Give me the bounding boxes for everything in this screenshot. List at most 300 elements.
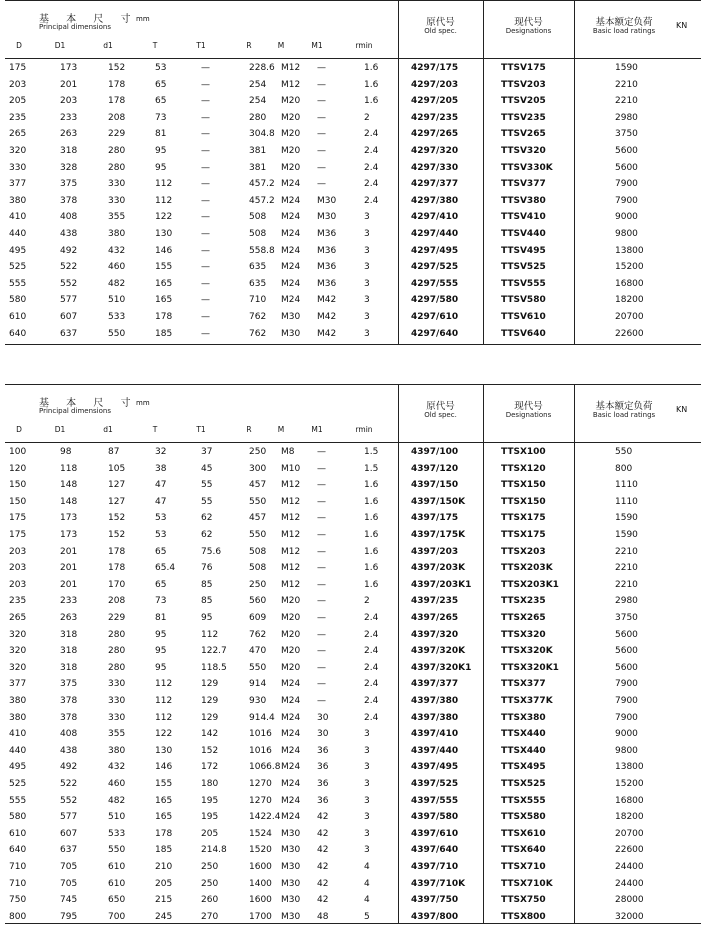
- header-unit: mm: [136, 399, 150, 407]
- cell-t1: 180: [201, 779, 219, 789]
- cell-d: 525: [9, 779, 27, 789]
- cell-m: M20: [281, 596, 301, 607]
- table-row: [5, 776, 701, 793]
- cell-m: M12: [281, 579, 301, 590]
- cell-t1: 62: [201, 530, 213, 540]
- cell-d1: 533: [108, 828, 126, 839]
- cell-t: 185: [155, 845, 173, 856]
- table-row: [5, 826, 701, 843]
- cell-rmin: 1.6: [364, 513, 379, 524]
- cell-m: M30: [281, 312, 301, 322]
- cell-r: 930: [249, 696, 267, 706]
- cell-d1: 533: [108, 312, 126, 322]
- cell-d1-outer: 438: [60, 745, 78, 756]
- cell-t1: 122.7: [201, 646, 227, 657]
- cell-rmin: 3: [364, 779, 370, 789]
- table-row: [5, 176, 701, 193]
- cell-t: 245: [155, 911, 173, 922]
- cell-t1: 85: [201, 579, 213, 590]
- cell-m1: —: [317, 480, 326, 491]
- cell-t1: —: [201, 146, 210, 156]
- cell-load-rating: 13800: [615, 762, 644, 773]
- cell-d1: 178: [108, 563, 126, 574]
- cell-t: 73: [155, 596, 167, 607]
- cell-designation: TTSX377K: [501, 696, 553, 706]
- cell-d: 580: [9, 812, 27, 823]
- cell-d: 377: [9, 179, 27, 190]
- cell-t1: —: [201, 112, 210, 123]
- cell-old-spec: 4397/580: [411, 812, 459, 823]
- cell-d: 100: [9, 447, 27, 457]
- cell-old-spec: 4297/610: [411, 312, 459, 322]
- cell-m1: —: [317, 662, 326, 673]
- cell-rmin: 3: [364, 245, 370, 256]
- table-row: [5, 510, 701, 527]
- table-row: [5, 643, 701, 660]
- cell-m1: M42: [317, 312, 337, 322]
- cell-rmin: 1.6: [364, 480, 379, 491]
- cell-rmin: 1.6: [364, 63, 379, 73]
- cell-m1: —: [317, 146, 326, 156]
- table-row: [5, 276, 701, 293]
- cell-d1-outer: 118: [60, 463, 78, 474]
- table-row: [5, 143, 701, 160]
- cell-d: 555: [9, 795, 27, 806]
- cell-rmin: 2.4: [364, 146, 379, 156]
- cell-r: 550: [249, 530, 267, 540]
- cell-d: 203: [9, 546, 27, 557]
- cell-m1: M30: [317, 195, 337, 206]
- cell-d1-outer: 173: [60, 513, 78, 524]
- cell-m1: 42: [317, 862, 329, 872]
- cell-t1: 142: [201, 729, 219, 740]
- cell-d1: 178: [108, 79, 126, 90]
- cell-rmin: 2.4: [364, 129, 379, 140]
- cell-designation: TTSX203K: [501, 563, 553, 574]
- cell-load-rating: 2210: [615, 79, 638, 90]
- table-row: [5, 859, 701, 876]
- table-row: [5, 726, 701, 743]
- cell-load-rating: 7900: [615, 179, 638, 190]
- cell-old-spec: 4297/320: [411, 146, 459, 156]
- cell-r: 1524: [249, 828, 272, 839]
- cell-r: 762: [249, 629, 267, 640]
- cell-d1: 550: [108, 845, 126, 856]
- cell-m: M30: [281, 828, 301, 839]
- cell-m: M24: [281, 295, 301, 306]
- cell-t: 95: [155, 146, 167, 156]
- cell-d1-outer: 318: [60, 662, 78, 673]
- cell-m1: —: [317, 129, 326, 140]
- cell-d1: 610: [108, 878, 126, 889]
- cell-load-rating: 3750: [615, 613, 638, 623]
- header-title-en: Principal dimensions: [39, 23, 111, 31]
- cell-t1: 270: [201, 911, 219, 922]
- cell-m: M12: [281, 530, 301, 540]
- column-header-d1: d1: [103, 41, 113, 50]
- cell-d: 320: [9, 146, 27, 156]
- cell-m1: —: [317, 63, 326, 73]
- cell-d: 203: [9, 579, 27, 590]
- cell-d: 610: [9, 828, 27, 839]
- cell-t1: 75.6: [201, 546, 222, 557]
- cell-d1: 87: [108, 447, 120, 457]
- cell-rmin: 3: [364, 812, 370, 823]
- cell-m: M30: [281, 911, 301, 922]
- cell-load-rating: 15200: [615, 779, 644, 789]
- cell-t1: —: [201, 295, 210, 306]
- cell-m: M30: [281, 878, 301, 889]
- cell-m: M12: [281, 63, 301, 73]
- cell-rmin: 3: [364, 828, 370, 839]
- cell-designation: TTSV380: [501, 195, 546, 206]
- table-row: [5, 627, 701, 644]
- cell-m1: 42: [317, 895, 329, 906]
- cell-r: 635: [249, 278, 267, 289]
- cell-m: M30: [281, 895, 301, 906]
- cell-t1: 76: [201, 563, 213, 574]
- cell-load-rating: 3750: [615, 129, 638, 140]
- cell-t1: 250: [201, 862, 219, 872]
- table-row: [5, 461, 701, 478]
- cell-load-rating: 24400: [615, 862, 644, 872]
- cell-r: 457.2: [249, 195, 275, 206]
- cell-designation: TTSX150: [501, 496, 546, 507]
- cell-d1: 550: [108, 328, 126, 339]
- cell-t1: 55: [201, 496, 213, 507]
- cell-designation: TTSX175: [501, 513, 546, 524]
- column-header-rmin: rmin: [355, 41, 373, 50]
- cell-d: 150: [9, 496, 27, 507]
- cell-d: 203: [9, 79, 27, 90]
- cell-load-rating: 7900: [615, 679, 638, 690]
- cell-load-rating: 16800: [615, 278, 644, 289]
- cell-d1-outer: 263: [60, 129, 78, 140]
- cell-t: 47: [155, 480, 167, 491]
- cell-load-rating: 7900: [615, 696, 638, 706]
- cell-m1: —: [317, 79, 326, 90]
- cell-t: 95: [155, 629, 167, 640]
- cell-designation: TTSV555: [501, 278, 546, 289]
- cell-d1-outer: 203: [60, 96, 78, 107]
- header-title-cn: 基 本 尺 寸: [39, 398, 138, 409]
- cell-designation: TTSX580: [501, 812, 546, 823]
- table-row: [5, 710, 701, 727]
- cell-d: 610: [9, 312, 27, 322]
- cell-d: 265: [9, 613, 27, 623]
- cell-t1: —: [201, 212, 210, 223]
- cell-m1: 36: [317, 779, 329, 789]
- table-row: [5, 209, 701, 226]
- cell-old-spec: 4397/380: [411, 712, 459, 723]
- cell-load-rating: 9800: [615, 229, 638, 239]
- cell-r: 609: [249, 613, 267, 623]
- cell-d1: 482: [108, 795, 126, 806]
- cell-d: 640: [9, 328, 27, 339]
- cell-d1: 178: [108, 96, 126, 107]
- table-row: [5, 892, 701, 909]
- cell-m1: —: [317, 646, 326, 657]
- cell-t: 112: [155, 179, 173, 190]
- cell-m: M12: [281, 563, 301, 574]
- cell-load-rating: 2980: [615, 112, 638, 123]
- cell-m1: 42: [317, 828, 329, 839]
- cell-d: 440: [9, 745, 27, 756]
- header-load-cn: 基本额定负荷: [595, 401, 653, 412]
- header-unit: mm: [136, 15, 150, 23]
- cell-designation: TTSX495: [501, 762, 546, 773]
- cell-designation: TTSX800: [501, 911, 546, 922]
- cell-d: 235: [9, 596, 27, 607]
- cell-d1-outer: 408: [60, 729, 78, 740]
- cell-rmin: 1.6: [364, 579, 379, 590]
- cell-designation: TTSX265: [501, 613, 546, 623]
- cell-t: 130: [155, 229, 173, 239]
- cell-r: 381: [249, 162, 267, 173]
- cell-m: M24: [281, 729, 301, 740]
- cell-m1: M36: [317, 262, 337, 273]
- column-header-t: T: [152, 425, 158, 434]
- cell-m1: 36: [317, 795, 329, 806]
- cell-d1-outer: 607: [60, 828, 78, 839]
- cell-t1: —: [201, 79, 210, 90]
- cell-d1: 152: [108, 63, 126, 73]
- cell-m: M24: [281, 812, 301, 823]
- cell-designation: TTSX175: [501, 530, 546, 540]
- cell-m1: 36: [317, 745, 329, 756]
- cell-d1: 152: [108, 530, 126, 540]
- cell-m: M20: [281, 96, 301, 107]
- cell-designation: TTSV235: [501, 112, 546, 123]
- cell-r: 1600: [249, 862, 272, 872]
- cell-t: 146: [155, 762, 173, 773]
- cell-designation: TTSV205: [501, 96, 546, 107]
- cell-t: 47: [155, 496, 167, 507]
- cell-m1: —: [317, 112, 326, 123]
- cell-t1: 195: [201, 812, 219, 823]
- cell-t: 38: [155, 463, 167, 474]
- cell-d1: 460: [108, 262, 126, 273]
- cell-d1: 208: [108, 112, 126, 123]
- cell-m1: —: [317, 513, 326, 524]
- cell-rmin: 1.6: [364, 96, 379, 107]
- cell-d1-outer: 522: [60, 262, 78, 273]
- cell-rmin: 3: [364, 845, 370, 856]
- cell-old-spec: 4297/330: [411, 162, 459, 173]
- cell-load-rating: 18200: [615, 812, 644, 823]
- cell-d1-outer: 201: [60, 579, 78, 590]
- cell-t: 81: [155, 129, 167, 140]
- cell-designation: TTSV495: [501, 245, 546, 256]
- cell-t1: 129: [201, 712, 219, 723]
- cell-old-spec: 4297/580: [411, 295, 459, 306]
- cell-m: M12: [281, 79, 301, 90]
- cell-rmin: 3: [364, 212, 370, 223]
- cell-r: 1016: [249, 745, 272, 756]
- cell-old-spec: 4397/555: [411, 795, 459, 806]
- cell-d: 175: [9, 513, 27, 524]
- cell-rmin: 1.6: [364, 496, 379, 507]
- cell-d: 203: [9, 563, 27, 574]
- cell-t1: 112: [201, 629, 219, 640]
- cell-m1: —: [317, 679, 326, 690]
- cell-t1: 250: [201, 878, 219, 889]
- cell-t1: 45: [201, 463, 213, 474]
- cell-load-rating: 28000: [615, 895, 644, 906]
- cell-designation: TTSV265: [501, 129, 546, 140]
- cell-m1: —: [317, 563, 326, 574]
- cell-m1: M36: [317, 245, 337, 256]
- cell-d1-outer: 318: [60, 646, 78, 657]
- cell-m: M24: [281, 245, 301, 256]
- cell-d1: 380: [108, 229, 126, 239]
- cell-rmin: 2.4: [364, 696, 379, 706]
- cell-m1: 42: [317, 878, 329, 889]
- cell-d1-outer: 637: [60, 328, 78, 339]
- cell-r: 457: [249, 480, 267, 491]
- cell-d1-outer: 438: [60, 229, 78, 239]
- cell-d1: 355: [108, 729, 126, 740]
- cell-r: 1422.4: [249, 812, 281, 823]
- cell-d: 750: [9, 895, 27, 906]
- cell-d1: 127: [108, 496, 126, 507]
- cell-m: M24: [281, 745, 301, 756]
- header-new-en: Designations: [505, 411, 552, 419]
- cell-t1: 152: [201, 745, 219, 756]
- cell-d: 235: [9, 112, 27, 123]
- cell-d1: 280: [108, 646, 126, 657]
- cell-r: 550: [249, 662, 267, 673]
- cell-designation: TTSX610: [501, 828, 546, 839]
- cell-t: 112: [155, 712, 173, 723]
- cell-old-spec: 4297/555: [411, 278, 459, 289]
- header-old-cn: 原代号: [426, 401, 455, 412]
- cell-t: 65: [155, 579, 167, 590]
- cell-d1-outer: 378: [60, 696, 78, 706]
- cell-m1: —: [317, 596, 326, 607]
- cell-rmin: 2.4: [364, 712, 379, 723]
- cell-designation: TTSX203K1: [501, 579, 559, 590]
- cell-m1: —: [317, 613, 326, 623]
- cell-t: 165: [155, 295, 173, 306]
- header-title-en: Principal dimensions: [39, 407, 111, 415]
- cell-r: 1066.8: [249, 762, 281, 773]
- cell-r: 1520: [249, 845, 272, 856]
- table-row: [5, 444, 701, 461]
- cell-d1: 330: [108, 679, 126, 690]
- cell-m: M12: [281, 496, 301, 507]
- cell-m1: M30: [317, 212, 337, 223]
- cell-load-rating: 1110: [615, 496, 638, 507]
- cell-m: M20: [281, 129, 301, 140]
- table-row: [5, 77, 701, 94]
- cell-t: 155: [155, 779, 173, 789]
- cell-t1: 129: [201, 696, 219, 706]
- cell-m1: —: [317, 546, 326, 557]
- cell-m: M24: [281, 712, 301, 723]
- cell-d1: 330: [108, 179, 126, 190]
- cell-m1: —: [317, 496, 326, 507]
- cell-d1-outer: 637: [60, 845, 78, 856]
- cell-m1: 30: [317, 712, 329, 723]
- cell-r: 560: [249, 596, 267, 607]
- cell-d: 377: [9, 679, 27, 690]
- cell-r: 558.8: [249, 245, 275, 256]
- cell-d: 320: [9, 629, 27, 640]
- cell-r: 254: [249, 96, 267, 107]
- cell-old-spec: 4397/710K: [411, 878, 466, 889]
- cell-old-spec: 4397/235: [411, 596, 459, 607]
- cell-d1-outer: 745: [60, 895, 78, 906]
- table-row: [5, 527, 701, 544]
- cell-load-rating: 7900: [615, 712, 638, 723]
- bottom-rule: [5, 344, 701, 345]
- header-new-en: Designations: [505, 27, 552, 35]
- cell-d: 555: [9, 278, 27, 289]
- cell-d: 495: [9, 245, 27, 256]
- cell-old-spec: 4297/410: [411, 212, 459, 223]
- cell-r: 508: [249, 229, 267, 239]
- cell-r: 508: [249, 563, 267, 574]
- cell-rmin: 2.4: [364, 162, 379, 173]
- cell-m1: —: [317, 579, 326, 590]
- cell-d1-outer: 705: [60, 862, 78, 872]
- cell-m: M10: [281, 463, 301, 474]
- cell-d1-outer: 522: [60, 779, 78, 789]
- cell-designation: TTSX100: [501, 447, 546, 457]
- column-header-d1: D1: [54, 425, 66, 434]
- cell-d: 265: [9, 129, 27, 140]
- cell-d: 710: [9, 862, 27, 872]
- cell-m1: —: [317, 530, 326, 540]
- cell-t1: —: [201, 229, 210, 239]
- cell-designation: TTSV640: [501, 328, 546, 339]
- cell-m: M30: [281, 845, 301, 856]
- header-old-cn: 原代号: [426, 17, 455, 28]
- cell-r: 304.8: [249, 129, 275, 140]
- cell-d1: 170: [108, 579, 126, 590]
- cell-m: M20: [281, 112, 301, 123]
- column-header-t1: T1: [196, 41, 206, 50]
- cell-t: 165: [155, 795, 173, 806]
- cell-t1: 95: [201, 613, 213, 623]
- cell-d1: 510: [108, 295, 126, 306]
- cell-old-spec: 4397/150K: [411, 496, 466, 507]
- cell-rmin: 3: [364, 729, 370, 740]
- cell-m1: —: [317, 463, 326, 474]
- cell-t: 112: [155, 195, 173, 206]
- table-row: [5, 876, 701, 893]
- cell-old-spec: 4397/203: [411, 546, 459, 557]
- cell-r: 228.6: [249, 63, 275, 73]
- cell-t1: —: [201, 312, 210, 322]
- cell-old-spec: 4297/175: [411, 63, 459, 73]
- table-row: [5, 93, 701, 110]
- cell-d1-outer: 318: [60, 146, 78, 156]
- cell-load-rating: 16800: [615, 795, 644, 806]
- table-row: [5, 660, 701, 677]
- cell-load-rating: 20700: [615, 312, 644, 322]
- cell-r: 1016: [249, 729, 272, 740]
- column-header-t1: T1: [196, 425, 206, 434]
- cell-old-spec: 4397/150: [411, 480, 459, 491]
- cell-t1: 172: [201, 762, 219, 773]
- cell-old-spec: 4397/800: [411, 911, 459, 922]
- cell-designation: TTSV377: [501, 179, 546, 190]
- cell-old-spec: 4297/265: [411, 129, 459, 140]
- cell-load-rating: 15200: [615, 262, 644, 273]
- cell-m: M20: [281, 629, 301, 640]
